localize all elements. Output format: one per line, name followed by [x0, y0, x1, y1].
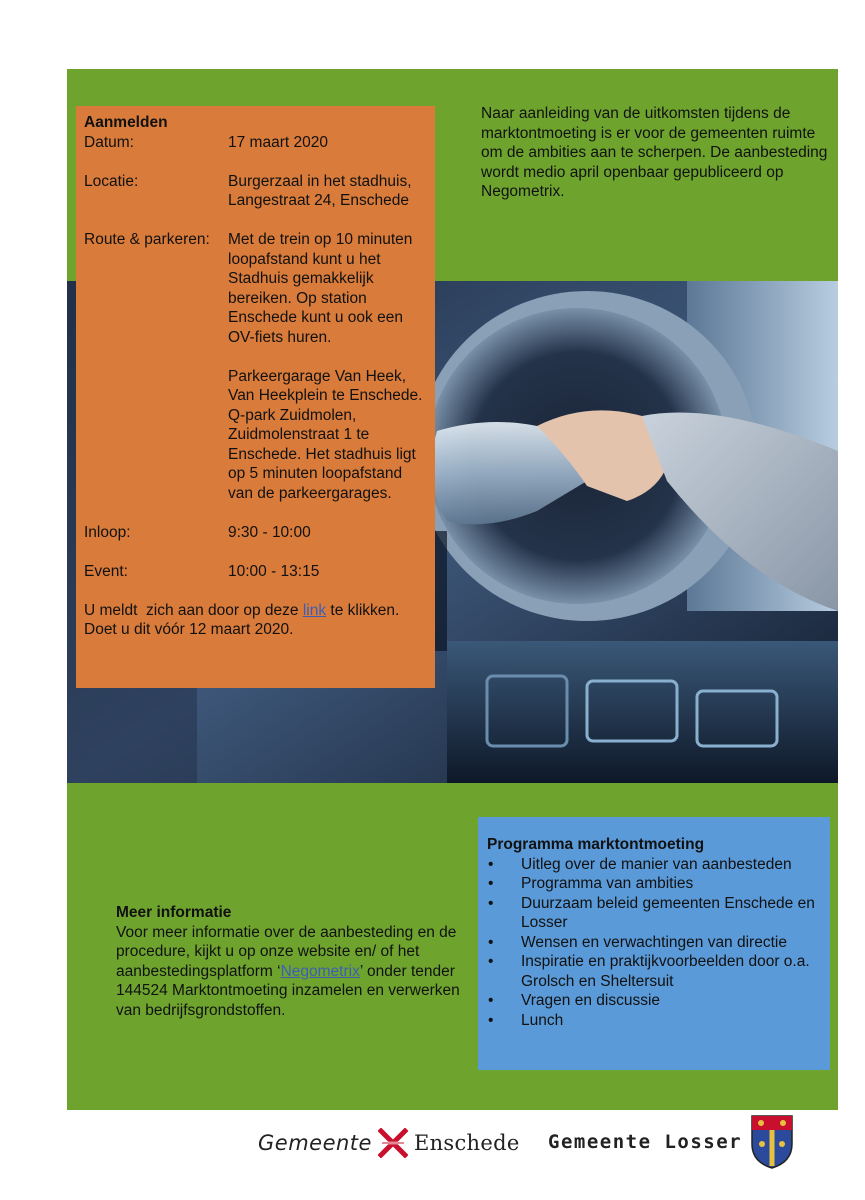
- list-item-text: Uitleg over de manier van aanbesteden: [521, 855, 792, 873]
- meer-informatie-text-after: ’ onder tender 144524 Marktontmoeting inzamelen en verwerken van bedrijfsgrondstoffen.: [116, 962, 460, 1019]
- bullet: •: [488, 953, 494, 970]
- aanmelden-title: Aanmelden: [84, 114, 168, 131]
- list-item: [487, 933, 830, 953]
- signup-text: [84, 601, 435, 640]
- programma-box: [478, 817, 830, 1070]
- losser-logo-text: Gemeente Losser: [548, 1131, 743, 1153]
- programma-title: Programma marktontmoeting: [487, 836, 705, 853]
- enschede-logo-text-right: Enschede: [413, 1131, 520, 1155]
- list-item-text: Lunch: [521, 1011, 564, 1029]
- route-value: [228, 230, 428, 503]
- signup-link[interactable]: link: [302, 601, 327, 619]
- datum-label: Datum:: [84, 133, 134, 151]
- list-item-text: Programma van ambities: [521, 875, 694, 892]
- gemeente-losser-logo: [548, 1112, 794, 1172]
- signup-deadline: Doet u dit vóór 12 maart 2020.: [84, 621, 294, 638]
- gemeente-enschede-logo: [258, 1126, 520, 1160]
- meer-informatie-text-before: Voor meer informatie over de aanbesteding en de procedure, kijkt u op onze website en/ of het aanbestedingsplatform ‘: [116, 923, 457, 980]
- list-item-text: Inspiratie en praktijkvoorbeelden door o.a. Grolsch en Sheltersuit: [521, 953, 810, 990]
- aanmelden-box: [76, 106, 435, 688]
- datum-value: 17 maart 2020: [228, 133, 328, 151]
- list-item: [487, 894, 830, 933]
- intro-text-block: [481, 104, 831, 202]
- inloop-value: 9:30 - 10:00: [228, 523, 311, 541]
- event-row: [84, 562, 435, 582]
- event-label: Event:: [84, 562, 128, 580]
- route-train-text: Met de trein op 10 minuten loopafstand kunt u het Stadhuis gemakkelijk bereiken. Op station Enschede kunt u ook een OV-fiets huren.: [228, 231, 413, 346]
- list-item-text: Wensen en verwachtingen van directie: [521, 933, 787, 951]
- bullet: •: [488, 855, 494, 873]
- enschede-cross-icon: [378, 1128, 408, 1158]
- inloop-label: Inloop:: [84, 523, 131, 541]
- list-item-text: Duurzaam beleid gemeenten Enschede en Losser: [521, 894, 815, 931]
- meer-informatie-block: [116, 903, 461, 1020]
- list-item: [487, 855, 830, 875]
- bullet: •: [488, 875, 494, 892]
- event-value: 10:00 - 13:15: [228, 562, 320, 580]
- bullet: •: [488, 992, 494, 1009]
- locatie-label: Locatie:: [84, 172, 139, 190]
- signup-text-before: U meldt zich aan door op deze: [84, 601, 303, 619]
- bullet: •: [488, 894, 494, 912]
- negometrix-link[interactable]: Negometrix: [280, 962, 360, 980]
- locatie-value-line-2: Langestraat 24, Enschede: [228, 192, 409, 209]
- bullet: •: [488, 933, 494, 951]
- list-item: [487, 874, 830, 894]
- locatie-row: [84, 172, 435, 211]
- signup-text-after: te klikken.: [326, 601, 400, 619]
- list-item: [487, 991, 830, 1011]
- list-item-text: Vragen en discussie: [521, 992, 661, 1009]
- meer-informatie-paragraph: [116, 923, 461, 1021]
- programma-list: [487, 855, 830, 1031]
- meer-informatie-title: Meer informatie: [116, 904, 232, 921]
- route-parking-text: Parkeergarage Van Heek, Van Heekplein te Enschede. Q-park Zuidmolen, Zuidmolenstraat 1 te Enschede. Het stadhuis ligt op 5 minuten loopafstand van de parkeergarages.: [228, 367, 423, 502]
- locatie-value-line-1: Burgerzaal in het stadhuis,: [228, 172, 412, 190]
- intro-paragraph: Naar aanleiding van de uitkomsten tijdens de marktontmoeting is er voor de gemeenten ruimte om de ambities aan te scherpen. De aanbesteding wordt medio april openbaar gepubliceerd op Negometrix.: [481, 105, 828, 200]
- route-row: [84, 230, 435, 503]
- datum-row: [84, 133, 435, 153]
- list-item: [487, 952, 830, 991]
- route-label: Route & parkeren:: [84, 231, 210, 248]
- losser-coat-of-arms-icon: [750, 1114, 794, 1170]
- inloop-row: [84, 523, 435, 543]
- list-item: [487, 1011, 830, 1031]
- locatie-value: [228, 172, 428, 211]
- bullet: •: [488, 1011, 494, 1029]
- enschede-logo-text-left: Gemeente: [258, 1131, 372, 1155]
